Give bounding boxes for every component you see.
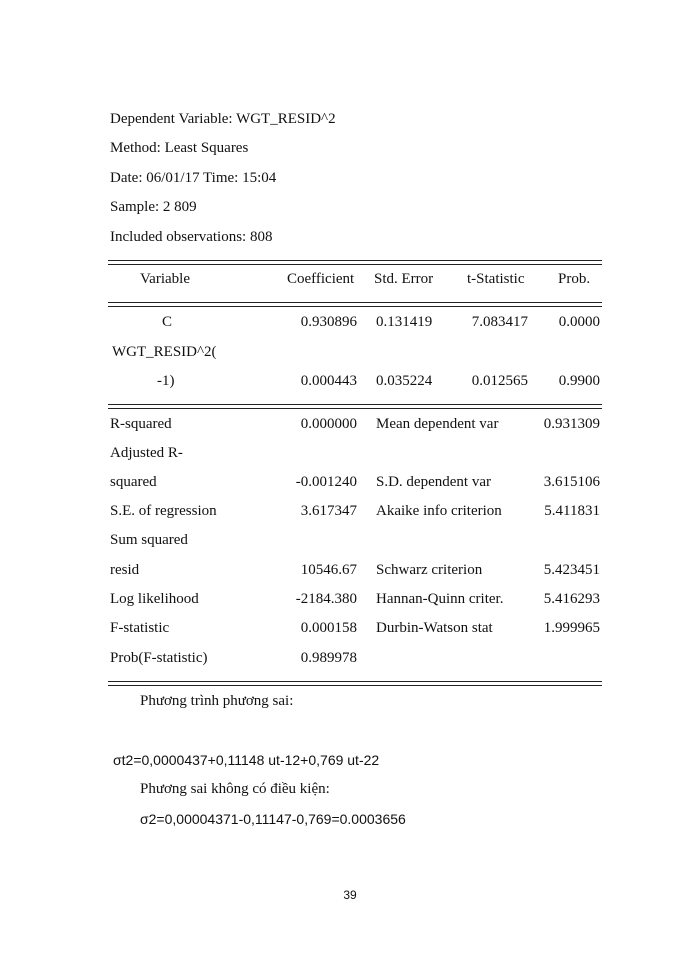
sample: Sample: 2 809	[110, 199, 197, 215]
table-bottom-rule	[108, 681, 602, 686]
header-rule	[108, 302, 602, 307]
stat-label: Adjusted R-	[110, 445, 183, 461]
variance-equation: σt2=0,0000437+0,11148 ut-12+0,769 ut-22	[113, 752, 380, 768]
stat-label-2: S.D. dependent var	[376, 474, 491, 490]
table-top-rule	[108, 260, 602, 265]
stat-value: -2184.380	[295, 591, 357, 607]
row-variable-continued: -1)	[157, 373, 175, 389]
stat-label-2: Schwarz criterion	[376, 562, 483, 578]
row-coefficient: 0.930896	[300, 314, 357, 330]
row-prob: 0.0000	[558, 314, 600, 330]
row-variable: WGT_RESID^2(	[112, 344, 217, 360]
row-variable: C	[162, 314, 173, 330]
stat-label-2: Hannan-Quinn criter.	[376, 591, 504, 607]
stat-label-2: Durbin-Watson stat	[376, 620, 493, 636]
row-std-error: 0.035224	[376, 373, 433, 389]
row-prob: 0.9900	[558, 373, 600, 389]
variance-equation-heading: Phương trình phương sai:	[140, 693, 294, 709]
page-number: 39	[343, 888, 357, 902]
stat-label-2: Mean dependent var	[376, 416, 499, 432]
column-header-prob: Prob.	[558, 271, 591, 287]
date-time: Date: 06/01/17 Time: 15:04	[110, 170, 277, 186]
stat-value: 10546.67	[300, 562, 357, 578]
stat-label: R-squared	[110, 416, 172, 432]
stat-value-2: 0.931309	[543, 416, 600, 432]
row-t-statistic: 0.012565	[471, 373, 528, 389]
stat-value: 0.000000	[300, 416, 357, 432]
column-header-variable: Variable	[140, 271, 190, 287]
row-std-error: 0.131419	[376, 314, 433, 330]
stat-value: -0.001240	[295, 474, 357, 490]
unconditional-variance-equation: σ2=0,00004371-0,11147-0,769=0.0003656	[140, 811, 406, 827]
stat-value-2: 5.423451	[543, 562, 600, 578]
column-header-t-statistic: t-Statistic	[467, 271, 525, 287]
column-header-std-error: Std. Error	[374, 271, 434, 287]
stat-value: 0.000158	[300, 620, 357, 636]
stat-value: 3.617347	[300, 503, 357, 519]
column-header-coefficient: Coefficient	[287, 271, 355, 287]
stat-label: Sum squared	[110, 532, 188, 548]
unconditional-variance-heading: Phương sai không có điều kiện:	[140, 781, 330, 797]
row-coefficient: 0.000443	[300, 373, 357, 389]
stat-value-2: 5.416293	[543, 591, 600, 607]
stat-label-2: Akaike info criterion	[376, 503, 502, 519]
row-t-statistic: 7.083417	[471, 314, 528, 330]
included-observations: Included observations: 808	[110, 229, 273, 245]
stat-label-continued: resid	[110, 562, 140, 578]
stat-label-continued: squared	[110, 474, 157, 490]
stat-value: 0.989978	[300, 650, 357, 666]
stat-label: S.E. of regression	[110, 503, 217, 519]
coefficients-bottom-rule	[108, 404, 602, 409]
method: Method: Least Squares	[110, 140, 249, 156]
stat-value-2: 5.411831	[544, 503, 600, 519]
stat-label: F-statistic	[110, 620, 170, 636]
stat-value-2: 1.999965	[543, 620, 600, 636]
dependent-variable: Dependent Variable: WGT_RESID^2	[110, 111, 336, 127]
stat-label: Log likelihood	[110, 591, 199, 607]
stat-value-2: 3.615106	[543, 474, 600, 490]
stat-label: Prob(F-statistic)	[110, 650, 208, 666]
